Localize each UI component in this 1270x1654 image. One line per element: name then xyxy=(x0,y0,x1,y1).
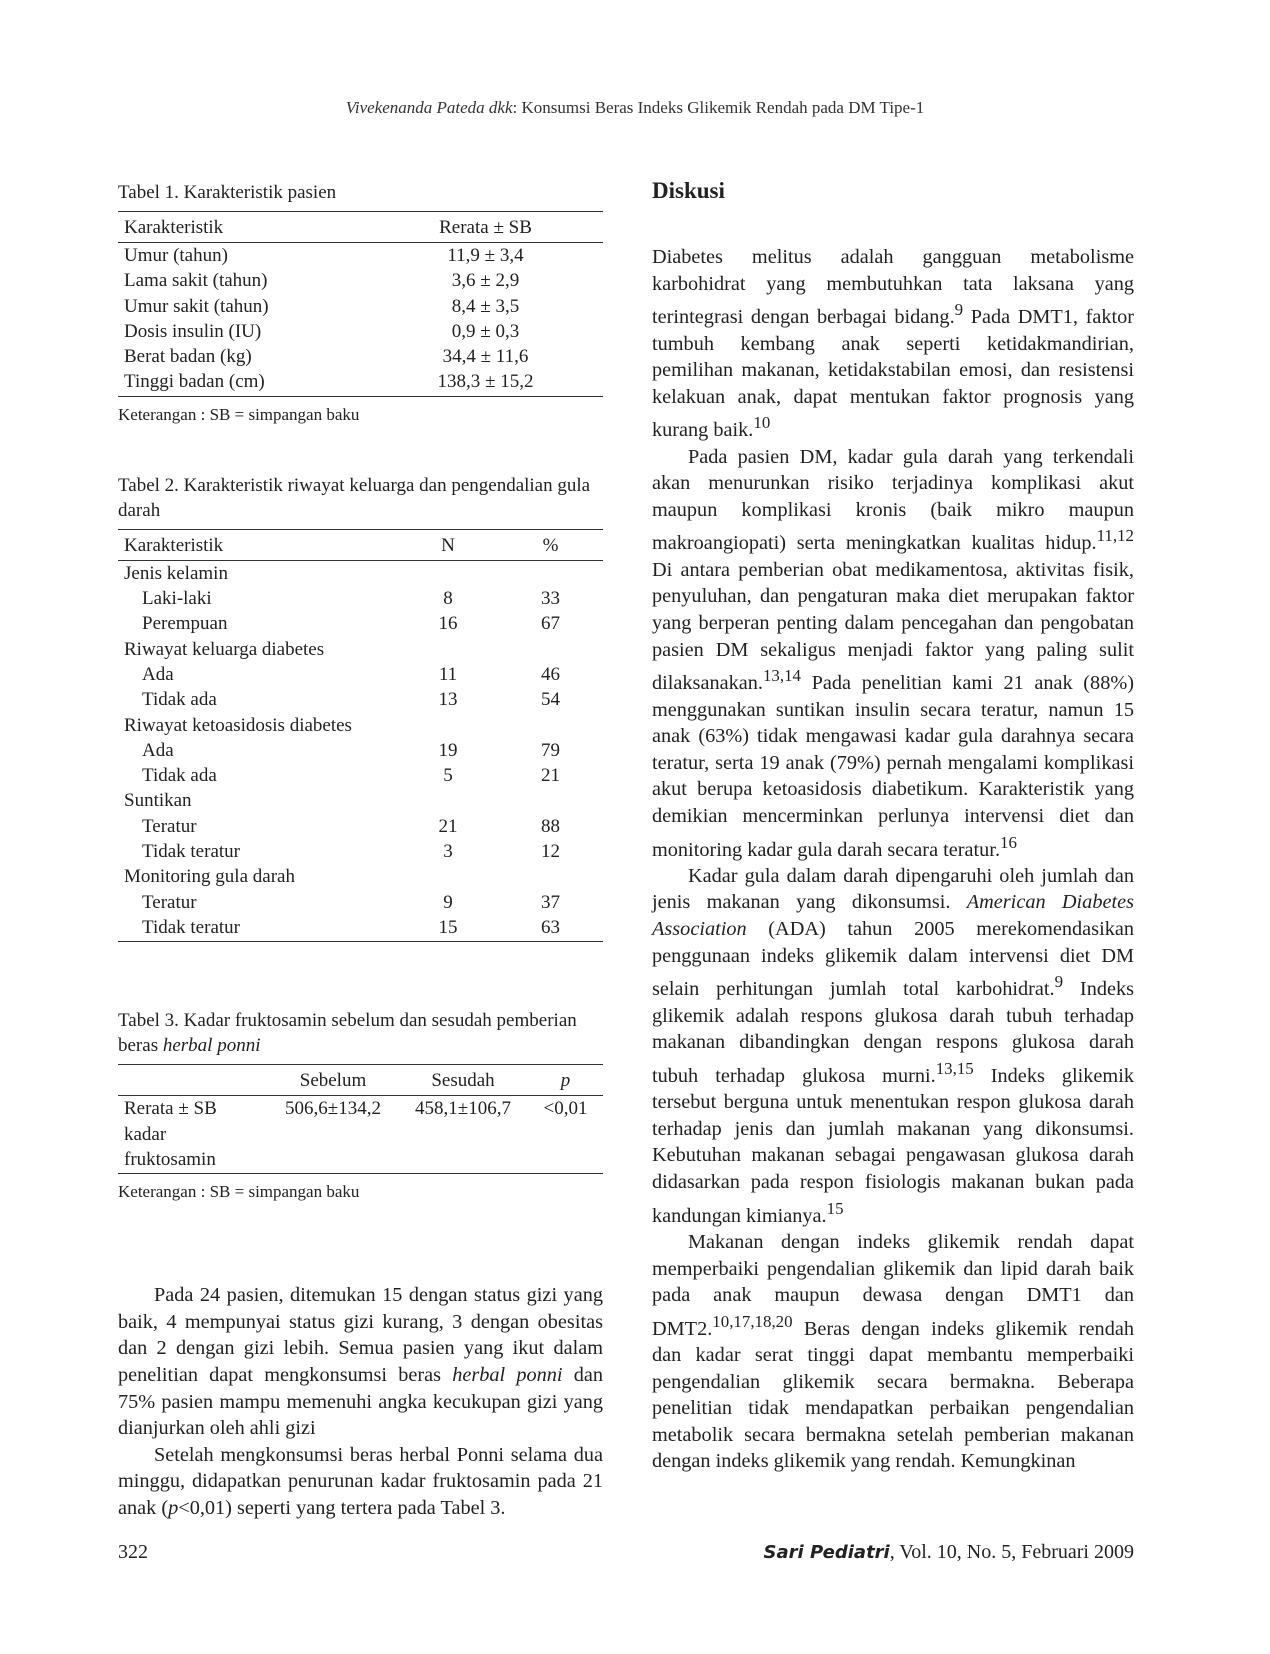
table2-cell-label: Jenis kelamin xyxy=(124,562,228,584)
table2 xyxy=(118,529,603,942)
citation: 15 xyxy=(826,1198,844,1218)
table2-cell-n xyxy=(398,864,498,889)
table1 xyxy=(118,211,603,397)
table-row xyxy=(118,294,603,319)
table-row xyxy=(118,369,603,396)
page-number: 322 xyxy=(118,1541,148,1563)
table3-before-value: 506,6±134,2 xyxy=(268,1096,398,1174)
table2-cell-percent xyxy=(498,560,603,586)
table3-caption xyxy=(118,1008,603,1058)
table3-row-label xyxy=(118,1096,268,1174)
table2-cell-percent xyxy=(498,713,603,738)
table3-header-blank xyxy=(118,1065,268,1096)
table2-cell-percent: 67 xyxy=(541,613,560,635)
discussion-paragraph-1 xyxy=(652,244,1134,444)
table-row xyxy=(118,319,603,344)
table3 xyxy=(118,1064,603,1174)
table2-cell-label: Ada xyxy=(142,739,174,761)
table2-cell-n: 8 xyxy=(443,588,453,610)
table1-cell-value: 138,3 ± 15,2 xyxy=(368,369,603,396)
citation: 16 xyxy=(1000,832,1017,852)
text-emphasis: p xyxy=(168,1496,179,1519)
table2-body xyxy=(118,560,603,941)
text-run: Pada penelitian kami 21 anak (88%) menggunakan suntikan insulin secara teratur, namun 15 anak (63%) tidak mengawasi kadar gula darahnya secara teratur, serta 19 anak (79%) pernah mengalami komplikasi akut berupa ketoasidosis diabetikum. Karakteristik yang demikian mencerminkan perlunya intervensi diet dan monitoring kadar gula darah secara teratur. xyxy=(652,671,1134,861)
table3-caption-text: Tabel 3. Kadar fruktosamin sebelum dan sesudah pemberian beras xyxy=(118,1010,577,1057)
running-head-title: : Konsumsi Beras Indeks Glikemik Rendah pada DM Tipe-1 xyxy=(512,98,925,117)
table-row xyxy=(118,611,603,636)
table1-cell-label: Berat badan (kg) xyxy=(124,346,252,368)
table1-header-characteristic: Karakteristik xyxy=(118,212,368,243)
table-row xyxy=(118,268,603,293)
section-heading-diskusi: Diskusi xyxy=(652,178,725,203)
table3-p-value: <0,01 xyxy=(528,1096,603,1174)
left-column xyxy=(118,172,603,1521)
table2-cell-percent xyxy=(498,864,603,889)
table2-cell-label: Tidak teratur xyxy=(142,841,240,863)
text-run: Diabetes melitus adalah gangguan metabolisme karbohidrat yang membutuhkan tata laksana yang terintegrasi dengan berbagai bidang. xyxy=(652,246,1134,328)
table2-cell-label: Teratur xyxy=(142,815,197,837)
table3-header-after: Sesudah xyxy=(398,1065,528,1096)
text-emphasis: herbal ponni xyxy=(452,1363,563,1386)
table2-cell-percent xyxy=(498,637,603,662)
table2-cell-percent xyxy=(498,788,603,813)
table1-cell-value: 34,4 ± 11,6 xyxy=(442,346,529,368)
table-row xyxy=(118,890,603,915)
table2-cell-percent: 88 xyxy=(541,815,560,837)
table2-header-percent: % xyxy=(498,529,603,560)
table-row xyxy=(118,243,603,269)
table3-after-value: 458,1±106,7 xyxy=(398,1096,528,1174)
table2-cell-label: Riwayat keluarga diabetes xyxy=(124,638,325,660)
table2-caption: Tabel 2. Karakteristik riwayat keluarga dan pengendalian gula darah xyxy=(118,474,591,521)
table2-cell-n: 3 xyxy=(443,841,453,863)
table-row xyxy=(118,586,603,611)
table-row xyxy=(118,864,603,889)
text-run: Setelah mengkonsumsi beras herbal Ponni selama dua minggu, didapatkan penurunan kadar fruktosamin pada 21 anak ( xyxy=(118,1443,603,1519)
table3-header-before: Sebelum xyxy=(268,1065,398,1096)
citation: 10,17,18,20 xyxy=(712,1311,793,1331)
journal-name: Sari Pediatri xyxy=(763,1542,890,1563)
table3-row-label-line1: Rerata ± SB xyxy=(124,1098,217,1120)
table-row xyxy=(118,814,603,839)
table2-cell-label: Monitoring gula darah xyxy=(124,866,295,888)
table3-body xyxy=(118,1096,603,1174)
table2-cell-n: 11 xyxy=(438,663,458,685)
journal-footer xyxy=(764,1541,1134,1564)
table-row xyxy=(118,344,603,369)
table2-cell-label: Laki-laki xyxy=(142,588,212,610)
table2-cell-percent: 79 xyxy=(541,739,560,761)
table2-cell-label: Tidak ada xyxy=(142,689,217,711)
table2-cell-label: Suntikan xyxy=(124,790,192,812)
table1-cell-value: 3,6 ± 2,9 xyxy=(451,270,520,292)
table-row xyxy=(118,738,603,763)
table2-cell-n: 16 xyxy=(438,613,458,635)
table-row xyxy=(118,763,603,788)
table2-cell-percent: 54 xyxy=(541,689,560,711)
table-row xyxy=(118,687,603,712)
table1-cell-value: 0,9 ± 0,3 xyxy=(451,320,520,342)
table-row xyxy=(118,839,603,864)
table2-cell-n: 15 xyxy=(398,915,498,942)
discussion-paragraph-4 xyxy=(652,1229,1134,1475)
left-body-text xyxy=(118,1282,603,1521)
table1-caption: Tabel 1. Karakteristik pasien xyxy=(118,182,337,203)
text-run: <0,01) seperti yang tertera pada Tabel 3. xyxy=(178,1496,506,1519)
table1-note: Keterangan : SB = simpangan baku xyxy=(118,404,360,424)
citation: 11,12 xyxy=(1096,526,1134,546)
table2-cell-percent: 21 xyxy=(541,765,560,787)
table2-header-n: N xyxy=(398,529,498,560)
citation: 9 xyxy=(954,300,964,320)
table2-cell-n xyxy=(398,560,498,586)
table2-cell-percent: 63 xyxy=(498,915,603,942)
table1-cell-value: 11,9 ± 3,4 xyxy=(447,245,524,266)
table2-cell-n xyxy=(398,713,498,738)
table-row xyxy=(118,662,603,687)
table-row xyxy=(118,915,603,942)
table2-cell-label: Teratur xyxy=(142,891,197,913)
table3-row-label-line2: kadar fruktosamin xyxy=(124,1123,216,1170)
table2-cell-n: 5 xyxy=(443,765,453,787)
citation: 13,15 xyxy=(935,1058,974,1078)
table2-cell-percent: 37 xyxy=(541,891,560,913)
citation: 13,14 xyxy=(762,666,801,686)
table3-caption-emphasis: herbal ponni xyxy=(162,1035,261,1057)
table1-cell-label: Umur (tahun) xyxy=(124,245,228,266)
table-row xyxy=(118,713,603,738)
running-head xyxy=(0,98,1270,118)
citation: 9 xyxy=(1054,972,1064,992)
discussion-paragraph-3 xyxy=(652,863,1134,1229)
table-row xyxy=(118,637,603,662)
table1-cell-value: 8,4 ± 3,5 xyxy=(451,295,520,317)
table2-cell-percent: 33 xyxy=(541,588,560,610)
text-run: (ADA) tahun 2005 merekomendasikan penggunaan indeks glikemik dalam intervensi diet DM selain perhitungan jumlah total karbohidrat. xyxy=(652,918,1134,1001)
table2-cell-n xyxy=(398,637,498,662)
journal-issue: , Vol. 10, No. 5, Februari 2009 xyxy=(889,1541,1134,1563)
table2-cell-n: 9 xyxy=(443,891,453,913)
table1-cell-label: Lama sakit (tahun) xyxy=(124,270,268,292)
text-run: Beras dengan indeks glikemik rendah dan kadar serat tinggi dapat membantu memperbaiki pengendalian glikemik secara bermakna. Beberapa penelitian tidak mendapatkan perbaikan pengendalian metabolik secara bermakna setelah pemberian makanan dengan indeks glikemik yang rendah. Kemungkinan xyxy=(652,1317,1134,1473)
table1-body xyxy=(118,243,603,397)
text-run: Pada 24 pasien, ditemukan 15 dengan status gizi yang baik, 4 mempunyai status gizi kurang, 3 dengan obesitas dan 2 dengan gizi lebih. Semua pasien yang ikut dalam penelitian dapat mengkonsumsi beras xyxy=(118,1284,603,1386)
text-run: Di antara pemberian obat medikamentosa, aktivitas fisik, penyuluhan, dan pengaturan maka diet merupakan faktor yang berperan penting dalam pencegahan dan pengobatan pasien DM sekaligus menjadi faktor yang paling sulit dilaksanakan. xyxy=(652,558,1134,694)
table-row xyxy=(118,560,603,586)
left-paragraph-1 xyxy=(118,1282,603,1442)
text-run: Kadar gula dalam darah dipengaruhi oleh jumlah dan jenis makanan yang dikonsumsi. xyxy=(652,864,1134,914)
table1-cell-label: Umur sakit (tahun) xyxy=(124,295,269,317)
table2-cell-label: Perempuan xyxy=(142,613,228,635)
table2-cell-label: Ada xyxy=(142,663,174,685)
table2-cell-n: 21 xyxy=(438,815,458,837)
table2-cell-label: Riwayat ketoasidosis diabetes xyxy=(124,714,352,736)
table2-header-characteristic: Karakteristik xyxy=(118,529,398,560)
table1-cell-label: Dosis insulin (IU) xyxy=(124,320,262,342)
table-row xyxy=(118,788,603,813)
table2-cell-label: Tidak teratur xyxy=(118,915,398,942)
text-run: dan 75% pasien mampu memenuhi angka kecukupan gizi yang dianjurkan oleh ahli gizi xyxy=(118,1363,603,1440)
table1-cell-label: Tinggi badan (cm) xyxy=(118,369,368,396)
left-paragraph-2 xyxy=(118,1442,603,1522)
table2-cell-percent: 12 xyxy=(541,841,560,863)
citation: 10 xyxy=(753,413,771,433)
text-run: Pada DMT1, faktor tumbuh kembang anak seperti ketidakmandirian, pemilihan makanan, ketidakstabilan emosi, dan resistensi kelakuan anak, dapat mentukan faktor prognosis yang kurang baik. xyxy=(652,305,1135,442)
table2-cell-label: Tidak ada xyxy=(142,765,217,787)
table-row xyxy=(118,1096,603,1174)
running-head-authors: Vivekenanda Pateda dkk xyxy=(345,98,513,117)
table1-header-mean: Rerata ± SB xyxy=(368,212,603,243)
table3-note: Keterangan : SB = simpangan baku xyxy=(118,1182,360,1202)
text-run: Indeks glikemik adalah respons glukosa darah tubuh terhadap makanan dibandingkan dengan respons glukosa darah tubuh terhadap glukosa murni. xyxy=(652,978,1135,1087)
discussion-paragraph-2 xyxy=(652,444,1134,863)
text-run: Pada pasien DM, kadar gula darah yang terkendali akan menurunkan risiko terjadinya komplikasi akut maupun komplikasi kronis (baik mikro maupun makroangiopati) serta meningkatkan kualitas hidup. xyxy=(652,445,1134,555)
text-run: Makanan dengan indeks glikemik rendah dapat memperbaiki pengendalian glikemik dan lipid darah baik pada anak maupun dewasa dengan DMT1 dan DMT2. xyxy=(652,1230,1134,1340)
right-column xyxy=(652,172,1134,1475)
text-emphasis: American Diabetes Association xyxy=(652,891,1134,941)
table2-cell-percent: 46 xyxy=(541,663,560,685)
table2-cell-n: 19 xyxy=(438,739,458,761)
table2-cell-n xyxy=(398,788,498,813)
table3-header-p: p xyxy=(528,1065,603,1096)
table2-cell-n: 13 xyxy=(438,689,458,711)
text-run: Indeks glikemik tersebut berguna untuk menentukan respon glukosa darah terhadap jenis dan jumlah makanan yang dikonsumsi. Kebutuhan makanan sebagai pengawasan glukosa darah didasarkan pada respon fisiologis makanan bukan pada kandungan kimianya. xyxy=(652,1064,1134,1227)
